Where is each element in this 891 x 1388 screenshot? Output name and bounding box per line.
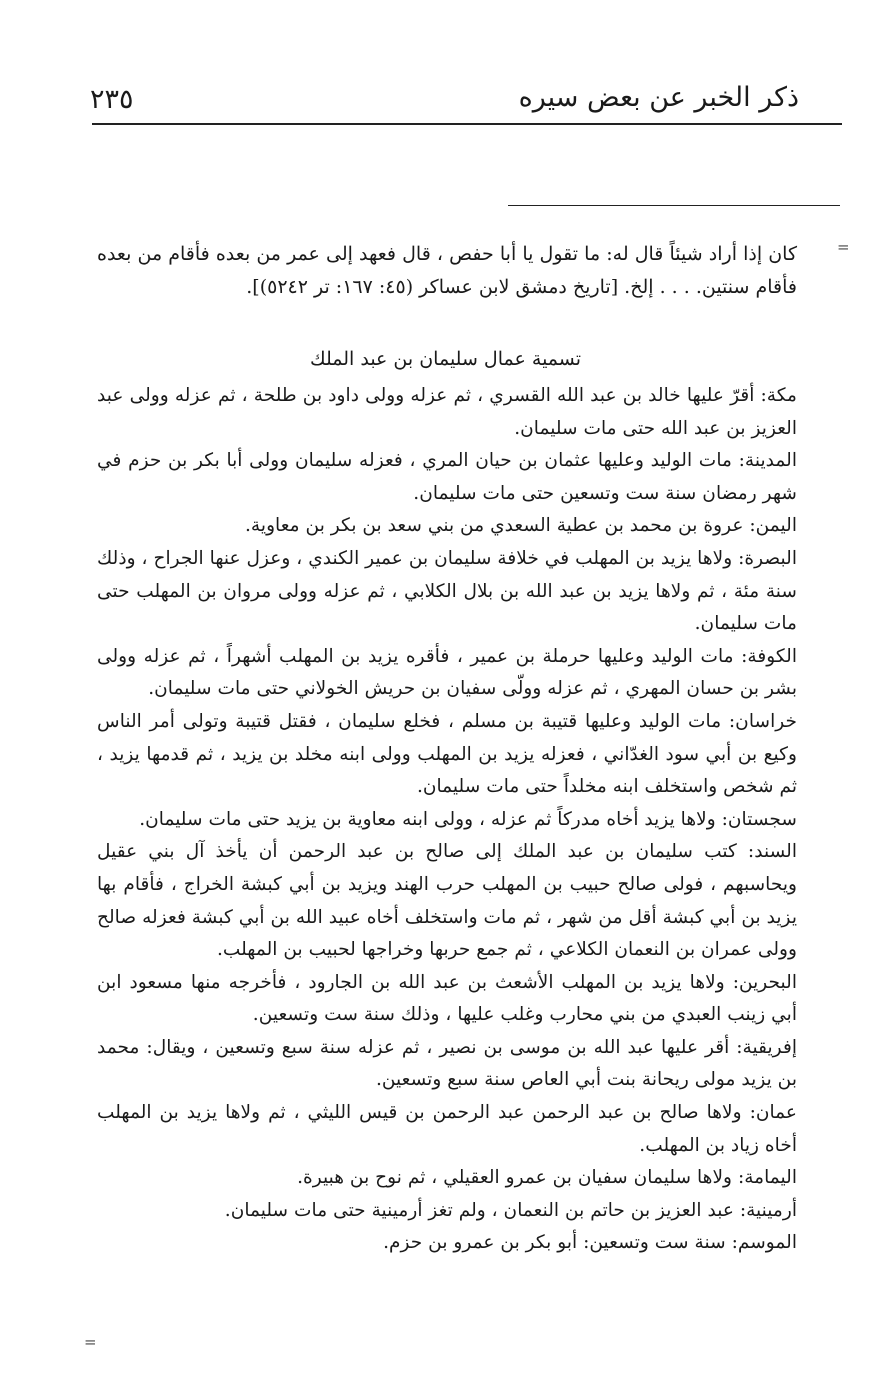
footnote-text: كان إذا أراد شيئاً قال له: ما تقول يا أبا حفص ، قال فعهد إلى عمر من بعده فأقام من بعده فأقام سنتين. . . . إلخ. [تاريخ دمشق لابن عساكر (٤٥: ١٦٧: تر ٥٢٤٢)]. [97, 243, 797, 298]
footnote-continuation-mark: = [837, 238, 850, 256]
entry-sind: السند: كتب سليمان بن عبد الملك إلى صالح بن عبد الرحمن أن يأخذ آل بني عقيل ويحاسبهم ، فولى صالح حبيب بن المهلب حرب الهند ويزيد بن أبي كبشة الخراج ، فأقام بها يزيد بن أبي كبشة أقل من شهر ، ثم مات واستخلف أخاه عبيد الله بن أبي كبشة فعزله صالح وولى عمران بن النعمان الكلاعي ، ثم جمع حربها وخراجها لحبيب بن المهلب. [97, 841, 797, 961]
entry-basra: البصرة: ولاها يزيد بن المهلب في خلافة سليمان بن عمير الكندي ، وعزل عنها الجراح ، وذلك سنة مئة ، ثم ولاها يزيد بن عبد الله بن بلال الكلابي ، ثم عزله وولى مروان بن المهلب حتى مات سليمان. [97, 547, 797, 635]
entry-sijistan: سجستان: ولاها يزيد أخاه مدركاً ثم عزله ، وولى ابنه معاوية بن يزيد حتى مات سليمان. [139, 808, 797, 830]
entry-kufa: الكوفة: مات الوليد وعليها حرملة بن عمير ، فأقره يزيد بن المهلب أشهراً ، ثم عزله وولى بشر بن حسان المهري ، ثم عزله وولّى سفيان بن حريش الخولاني حتى مات سليمان. [97, 645, 797, 700]
entry-mawsim: الموسم: سنة ست وتسعين: أبو بكر بن عمرو بن حزم. [383, 1232, 797, 1254]
entry-yamama: اليمامة: ولاها سليمان سفيان بن عمرو العقيلي ، ثم نوح بن هبيرة. [297, 1167, 797, 1189]
entry-madinah: المدينة: مات الوليد وعليها عثمان بن حيان المري ، فعزله سليمان وولى أبا بكر بن حزم في شهر رمضان سنة ست وتسعين حتى مات سليمان. [97, 450, 797, 504]
footnote-separator [508, 205, 840, 206]
page-number: ٢٣٥ [90, 84, 134, 115]
governors-list [97, 380, 797, 1260]
section-heading: تسمية عمال سليمان بن عبد الملك [309, 348, 582, 370]
entry-makkah: مكة: أقرّ عليها خالد بن عبد الله القسري ، ثم عزله وولى داود بن طلحة ، ثم عزله وولى عبد العزيز بن عبد الله حتى مات سليمان. [97, 385, 797, 439]
entry-yemen: اليمن: عروة بن محمد بن عطية السعدي من بني سعد بن بكر بن معاوية. [245, 515, 797, 537]
entry-bahrain: البحرين: ولاها يزيد بن المهلب الأشعث بن عبد الله بن الجارود ، فأخرجه منها مسعود ابن أبي زينب العبدي من بني محارب وغلب عليها ، وذلك سنة ست وتسعين. [97, 971, 797, 1026]
header-rule [92, 123, 842, 125]
entry-khurasan: خراسان: مات الوليد وعليها قتيبة بن مسلم ، فخلع سليمان ، فقتل قتيبة وتولى أمر الناس وكيع بن أبي سود الغدّاني ، فعزله يزيد بن المهلب وولى ابنه مخلد بن يزيد ، ثم قدمها يزيد ، ثم شخص واستخلف ابنه مخلداً حتى مات سليمان. [97, 710, 797, 798]
running-header-title: ذكر الخبر عن بعض سيره [518, 82, 799, 113]
entry-ifriqiya: إفريقية: أقر عليها عبد الله بن موسى بن نصير ، ثم عزله سنة سبع وتسعين ، ويقال: محمد بن يزيد مولى ريحانة بنت أبي العاص سنة سبع وتسعين. [97, 1036, 797, 1091]
entry-armenia: أرمينية: عبد العزيز بن حاتم بن النعمان ، ولم تغز أرمينية حتى مات سليمان. [224, 1199, 797, 1221]
entry-oman: عمان: ولاها صالح بن عبد الرحمن عبد الرحمن بن قيس الليثي ، ثم ولاها يزيد بن المهلب أخاه زياد بن المهلب. [97, 1102, 797, 1156]
margin-continuation-mark: = [84, 1333, 97, 1351]
